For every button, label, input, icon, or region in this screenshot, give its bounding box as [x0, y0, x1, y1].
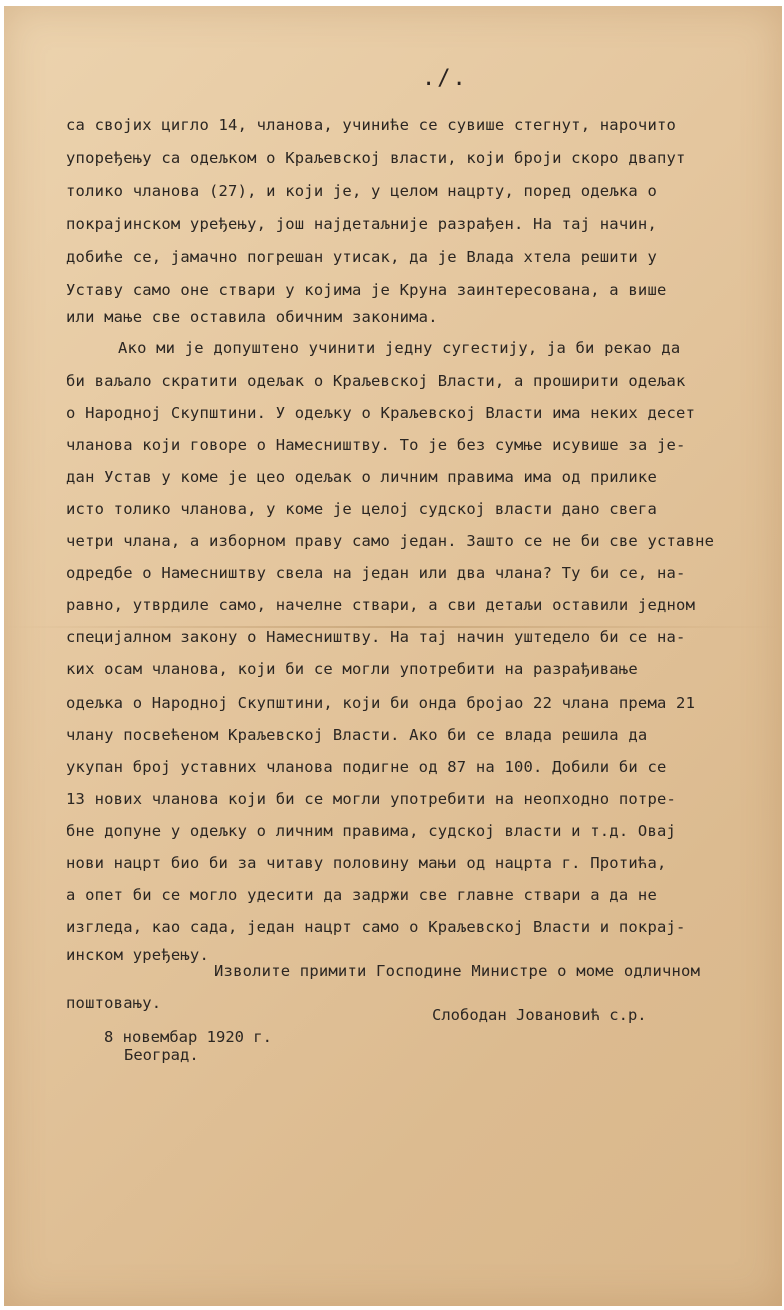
body-line: Ако ми је допуштено учинити једну сугестију, ја би рекао да: [118, 339, 681, 357]
body-line: исто толико чланова, у коме је целој судској власти дано свега: [66, 500, 657, 518]
body-line: одељка о Народној Скупштини, који би онда бројао 22 члана према 21: [66, 694, 696, 712]
body-line: одредбе о Намесништву свела на један или два члана? Ту би се, на-: [66, 564, 686, 582]
page-number: ./.: [422, 66, 468, 91]
body-line: би ваљало скратити одељак о Краљевској Власти, а проширити одељак: [66, 372, 686, 390]
body-line: 13 нових чланова који би се могли употребити на неопходно потре-: [66, 790, 677, 808]
body-line: члану посвећеном Краљевској Власти. Ако би се влада решила да: [66, 726, 648, 744]
body-line: толико чланова (27), и који је, у целом нацрту, поред одељка о: [66, 182, 657, 200]
body-line: нови нацрт био би за читаву половину мањи од нацрта г. Протића,: [66, 854, 667, 872]
body-line: изгледа, као сада, један нацрт само о Краљевској Власти и покрај-: [66, 918, 686, 936]
body-line: бне допуне у одељку о личним правима, судској власти и т.д. Овај: [66, 822, 677, 840]
paper-sheet: [4, 6, 782, 1306]
body-line: покрајинском уређењу, још најдетаљније разрађен. На тај начин,: [66, 215, 657, 233]
body-line: о Народној Скупштини. У одељку о Краљевској Власти има неких десет: [66, 404, 696, 422]
body-line: дан Устав у коме је цео одељак о личним правима има од прилике: [66, 468, 657, 486]
body-line: са својих цигло 14, чланова, учиниће се сувише стегнут, нарочито: [66, 116, 677, 134]
body-line: равно, утврдиле само, начелне ствари, а сви детаљи оставили једном: [66, 596, 696, 614]
document-date: 8 новембар 1920 г.: [104, 1028, 272, 1046]
body-line: укупан број уставних чланова подигне од 87 на 100. Добили би се: [66, 758, 667, 776]
body-line: или мање све оставила обичним законима.: [66, 308, 438, 326]
body-line: специјалном закону о Намесништву. На тај начин уштедело би се на-: [66, 628, 686, 646]
body-line: Уставу само оне ствари у којима је Круна заинтересована, а више: [66, 281, 667, 299]
body-line: чланова који говоре о Намесништву. То је без сумње исувише за је-: [66, 436, 686, 454]
closing-line: поштовању.: [66, 994, 162, 1012]
body-line: добиће се, јамачно погрешан утисак, да је Влада хтела решити у: [66, 248, 657, 266]
document-city: Београд.: [124, 1046, 199, 1064]
body-line: ких осам чланова, који би се могли употребити на разрађивање: [66, 660, 638, 678]
body-line: инском уређењу.: [66, 946, 209, 964]
closing-line: Изволите примити Господине Министре о моме одличном: [214, 962, 701, 980]
body-line: упоређењу са одељком о Краљевској власти, који броји скоро двапут: [66, 149, 686, 167]
body-line: четри члана, а изборном праву само један. Зашто се не би све уставне: [66, 532, 715, 550]
body-line: а опет би се могло удесити да задржи све главне ствари а да не: [66, 886, 657, 904]
signature: Слободан Јовановић с.р.: [432, 1006, 647, 1024]
